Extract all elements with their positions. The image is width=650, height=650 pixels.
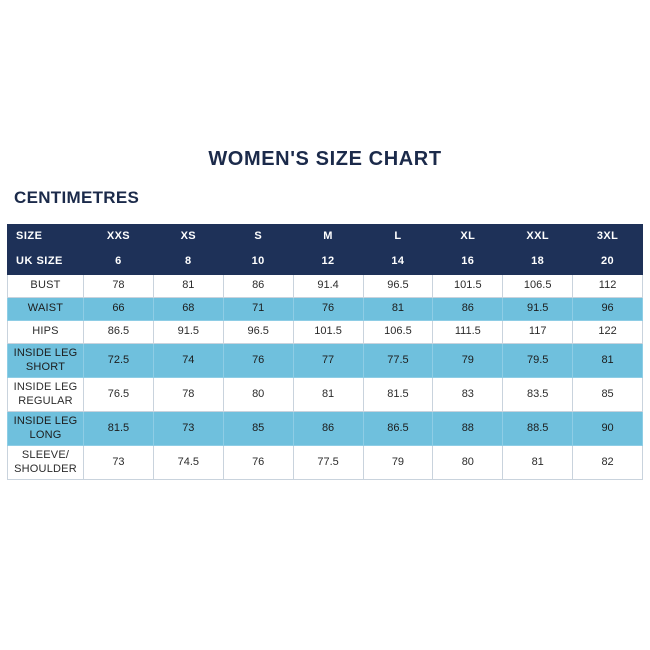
uk-size-20: 20 bbox=[573, 250, 643, 275]
row-label-bust: BUST bbox=[8, 275, 84, 298]
cell-hips-xxl: 117 bbox=[503, 321, 573, 344]
cell-waist-xs: 68 bbox=[153, 298, 223, 321]
cell-hips-xxs: 86.5 bbox=[84, 321, 154, 344]
cell-inside-leg-regular-xs: 78 bbox=[153, 378, 223, 412]
cell-inside-leg-short-m: 77 bbox=[293, 344, 363, 378]
row-label-inside-leg-regular: INSIDE LEG REGULAR bbox=[8, 378, 84, 412]
unit-label: CENTIMETRES bbox=[14, 188, 140, 207]
column-header-xxs: XXS bbox=[84, 225, 154, 250]
table-header-row-size bbox=[8, 225, 643, 250]
row-label-sleeve-shoulder: SLEEVE/ SHOULDER bbox=[8, 446, 84, 480]
cell-inside-leg-long-m: 86 bbox=[293, 412, 363, 446]
cell-waist-l: 81 bbox=[363, 298, 433, 321]
cell-waist-s: 71 bbox=[223, 298, 293, 321]
cell-waist-3xl: 96 bbox=[573, 298, 643, 321]
cell-hips-s: 96.5 bbox=[223, 321, 293, 344]
cell-inside-leg-short-xxl: 79.5 bbox=[503, 344, 573, 378]
cell-sleeve-shoulder-m: 77.5 bbox=[293, 446, 363, 480]
table-row bbox=[8, 321, 643, 344]
uk-size-16: 16 bbox=[433, 250, 503, 275]
cell-inside-leg-long-s: 85 bbox=[223, 412, 293, 446]
size-chart-table-wrapper bbox=[7, 224, 643, 480]
cell-inside-leg-short-xl: 79 bbox=[433, 344, 503, 378]
table-row bbox=[8, 378, 643, 412]
cell-inside-leg-regular-xxl: 83.5 bbox=[503, 378, 573, 412]
cell-inside-leg-regular-xl: 83 bbox=[433, 378, 503, 412]
cell-inside-leg-regular-3xl: 85 bbox=[573, 378, 643, 412]
cell-hips-l: 106.5 bbox=[363, 321, 433, 344]
cell-waist-xxl: 91.5 bbox=[503, 298, 573, 321]
column-header-xs: XS bbox=[153, 225, 223, 250]
cell-inside-leg-long-3xl: 90 bbox=[573, 412, 643, 446]
cell-waist-xl: 86 bbox=[433, 298, 503, 321]
cell-bust-3xl: 112 bbox=[573, 275, 643, 298]
column-header-m: M bbox=[293, 225, 363, 250]
column-header-l: L bbox=[363, 225, 433, 250]
cell-bust-xl: 101.5 bbox=[433, 275, 503, 298]
table-row bbox=[8, 275, 643, 298]
cell-inside-leg-regular-l: 81.5 bbox=[363, 378, 433, 412]
cell-inside-leg-long-xs: 73 bbox=[153, 412, 223, 446]
column-header-size: SIZE bbox=[8, 225, 84, 250]
cell-sleeve-shoulder-l: 79 bbox=[363, 446, 433, 480]
uk-size-18: 18 bbox=[503, 250, 573, 275]
cell-sleeve-shoulder-xxs: 73 bbox=[84, 446, 154, 480]
column-header-xl: XL bbox=[433, 225, 503, 250]
column-header-3xl: 3XL bbox=[573, 225, 643, 250]
cell-inside-leg-long-l: 86.5 bbox=[363, 412, 433, 446]
cell-sleeve-shoulder-xs: 74.5 bbox=[153, 446, 223, 480]
cell-hips-xl: 111.5 bbox=[433, 321, 503, 344]
row-label-inside-leg-long: INSIDE LEG LONG bbox=[8, 412, 84, 446]
cell-inside-leg-short-s: 76 bbox=[223, 344, 293, 378]
table-row bbox=[8, 446, 643, 480]
row-label-waist: WAIST bbox=[8, 298, 84, 321]
cell-hips-m: 101.5 bbox=[293, 321, 363, 344]
cell-sleeve-shoulder-s: 76 bbox=[223, 446, 293, 480]
uk-size-8: 8 bbox=[153, 250, 223, 275]
cell-inside-leg-regular-xxs: 76.5 bbox=[84, 378, 154, 412]
cell-waist-xxs: 66 bbox=[84, 298, 154, 321]
cell-sleeve-shoulder-xl: 80 bbox=[433, 446, 503, 480]
column-header-uk-size: UK SIZE bbox=[8, 250, 84, 275]
table-row bbox=[8, 344, 643, 378]
row-label-inside-leg-short: INSIDE LEG SHORT bbox=[8, 344, 84, 378]
cell-bust-s: 86 bbox=[223, 275, 293, 298]
page-title: WOMEN'S SIZE CHART bbox=[208, 148, 442, 170]
cell-hips-3xl: 122 bbox=[573, 321, 643, 344]
cell-inside-leg-long-xl: 88 bbox=[433, 412, 503, 446]
row-label-hips: HIPS bbox=[8, 321, 84, 344]
cell-waist-m: 76 bbox=[293, 298, 363, 321]
size-chart-table bbox=[7, 224, 643, 480]
cell-sleeve-shoulder-3xl: 82 bbox=[573, 446, 643, 480]
table-row bbox=[8, 412, 643, 446]
cell-bust-l: 96.5 bbox=[363, 275, 433, 298]
cell-bust-xxs: 78 bbox=[84, 275, 154, 298]
uk-size-14: 14 bbox=[363, 250, 433, 275]
cell-inside-leg-short-l: 77.5 bbox=[363, 344, 433, 378]
column-header-s: S bbox=[223, 225, 293, 250]
cell-bust-xs: 81 bbox=[153, 275, 223, 298]
uk-size-10: 10 bbox=[223, 250, 293, 275]
cell-bust-xxl: 106.5 bbox=[503, 275, 573, 298]
cell-inside-leg-regular-m: 81 bbox=[293, 378, 363, 412]
cell-inside-leg-long-xxs: 81.5 bbox=[84, 412, 154, 446]
cell-hips-xs: 91.5 bbox=[153, 321, 223, 344]
cell-inside-leg-short-3xl: 81 bbox=[573, 344, 643, 378]
cell-sleeve-shoulder-xxl: 81 bbox=[503, 446, 573, 480]
cell-inside-leg-short-xxs: 72.5 bbox=[84, 344, 154, 378]
cell-inside-leg-long-xxl: 88.5 bbox=[503, 412, 573, 446]
table-row bbox=[8, 298, 643, 321]
cell-inside-leg-short-xs: 74 bbox=[153, 344, 223, 378]
uk-size-6: 6 bbox=[84, 250, 154, 275]
uk-size-12: 12 bbox=[293, 250, 363, 275]
cell-bust-m: 91.4 bbox=[293, 275, 363, 298]
column-header-xxl: XXL bbox=[503, 225, 573, 250]
table-header-row-uk-size bbox=[8, 250, 643, 275]
cell-inside-leg-regular-s: 80 bbox=[223, 378, 293, 412]
